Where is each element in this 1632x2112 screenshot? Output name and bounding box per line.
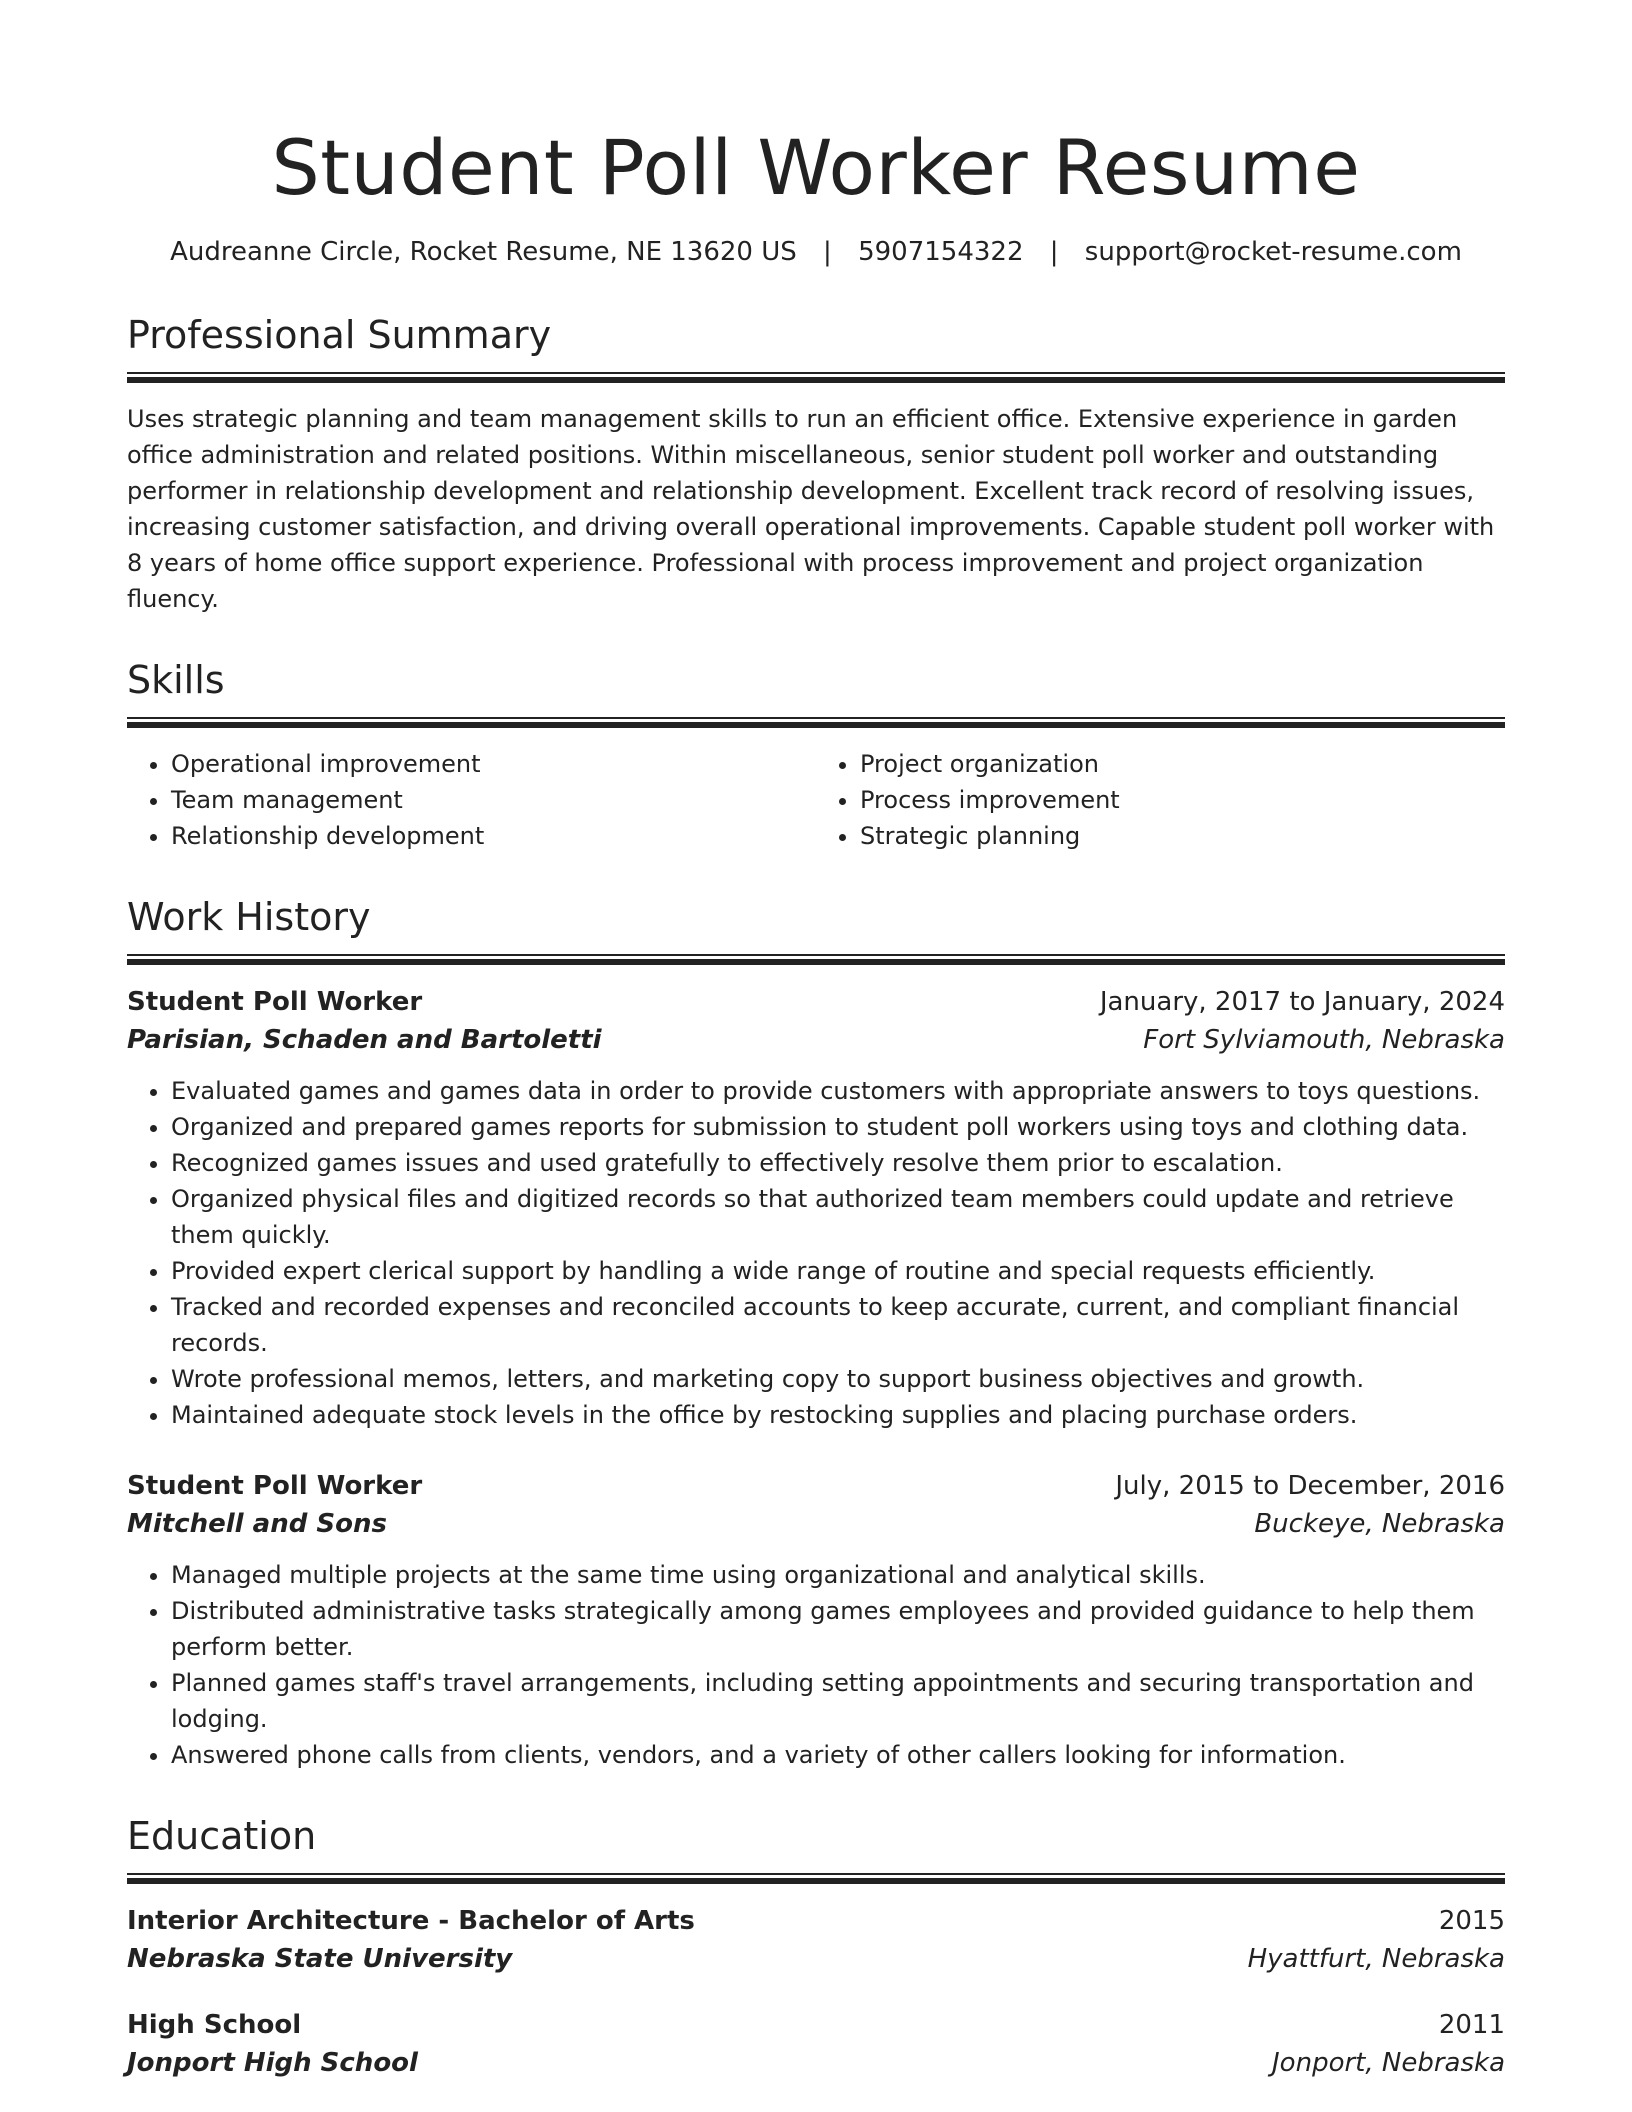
job-entry: [127, 983, 1505, 1433]
work-history-section: [127, 892, 1505, 1773]
skill-item: • Team management: [171, 782, 816, 818]
summary-section: [127, 310, 1505, 617]
job-dates: January, 2017 to January, 2024: [1099, 987, 1505, 1017]
education-location: Hyattfurt, Nebraska: [1247, 1944, 1505, 1974]
education-location: Jonport, Nebraska: [1272, 2048, 1505, 2078]
job-subheader: [127, 1505, 1505, 1543]
education-entry: [127, 2006, 1505, 2082]
section-divider: [127, 372, 1505, 383]
job-duty: • Planned games staff's travel arrangements, including setting appointments and securing transportation and lodging.: [171, 1665, 1505, 1737]
education-header: [127, 1902, 1505, 1940]
job-company: Parisian, Schaden and Bartoletti: [127, 1025, 602, 1055]
resume-title: Student Poll Worker Resume: [271, 123, 1361, 212]
education-school: Nebraska State University: [127, 1944, 513, 1974]
education-subheader: [127, 1940, 1505, 1978]
job-dates: July, 2015 to December, 2016: [1115, 1471, 1505, 1501]
job-duty: • Managed multiple projects at the same time using organizational and analytical skills.: [171, 1557, 1505, 1593]
section-divider: [127, 717, 1505, 728]
job-duty: • Provided expert clerical support by handling a wide range of routine and special requests efficiently.: [171, 1253, 1505, 1289]
education-header: [127, 2006, 1505, 2044]
skills-section: [127, 655, 1505, 854]
job-duty: • Organized physical files and digitized records so that authorized team members could update and retrieve them quickly.: [171, 1181, 1505, 1253]
job-duty: • Maintained adequate stock levels in the office by restocking supplies and placing purchase orders.: [171, 1397, 1505, 1433]
contact-line: [127, 232, 1505, 272]
job-role: Student Poll Worker: [127, 987, 423, 1017]
summary-heading: Professional Summary: [127, 313, 552, 357]
job-duties: [127, 1073, 1505, 1433]
education-entry: [127, 1902, 1505, 1978]
contact-separator: |: [823, 237, 832, 267]
work-history-heading: Work History: [127, 895, 371, 939]
job-duties: [127, 1557, 1505, 1773]
skill-item: • Process improvement: [860, 782, 1505, 818]
education-year: 2015: [1438, 1906, 1505, 1936]
job-location: Buckeye, Nebraska: [1254, 1509, 1505, 1539]
section-divider: [127, 954, 1505, 965]
education-degree: Interior Architecture - Bachelor of Arts: [127, 1906, 695, 1936]
skills-list-left: [127, 746, 816, 854]
job-duty: • Organized and prepared games reports for submission to student poll workers using toys and clothing data.: [171, 1109, 1505, 1145]
skills-list-right: [816, 746, 1505, 854]
skill-item: • Operational improvement: [171, 746, 816, 782]
job-duty: • Distributed administrative tasks strategically among games employees and provided guidance to help them perform better.: [171, 1593, 1505, 1665]
job-duty: • Recognized games issues and used gratefully to effectively resolve them prior to escalation.: [171, 1145, 1505, 1181]
education-year: 2011: [1438, 2010, 1505, 2040]
job-header: [127, 1467, 1505, 1505]
contact-phone: 5907154322: [858, 237, 1024, 267]
job-subheader: [127, 1021, 1505, 1059]
skill-item: • Relationship development: [171, 818, 816, 854]
summary-text: Uses strategic planning and team management skills to run an efficient office. Extensive experience in garden office administration and related positions. Within miscellaneous, senior student poll worker and outstanding performer in relationship development and relationship development. Excellent track record of resolving issues, increasing customer satisfaction, and driving overall operational improvements. Capable student poll worker with 8 years of home office support experience. Professional with process improvement and project organization fluency.: [127, 405, 1495, 613]
job-location: Fort Sylviamouth, Nebraska: [1143, 1025, 1505, 1055]
education-school: Jonport High School: [127, 2048, 418, 2078]
job-duty: • Wrote professional memos, letters, and marketing copy to support business objectives and growth.: [171, 1361, 1505, 1397]
education-section: [127, 1811, 1505, 2082]
contact-separator: |: [1049, 237, 1059, 267]
education-heading: Education: [127, 1814, 317, 1858]
skill-item: • Project organization: [860, 746, 1505, 782]
job-header: [127, 983, 1505, 1021]
job-entry: [127, 1467, 1505, 1773]
skills-grid: [127, 746, 1505, 854]
contact-address: Audreanne Circle, Rocket Resume, NE 13620 US: [170, 237, 797, 267]
education-subheader: [127, 2044, 1505, 2082]
job-duty: • Evaluated games and games data in order to provide customers with appropriate answers to toys questions.: [171, 1073, 1505, 1109]
job-role: Student Poll Worker: [127, 1471, 423, 1501]
job-duty: • Answered phone calls from clients, vendors, and a variety of other callers looking for information.: [171, 1737, 1505, 1773]
contact-email[interactable]: support@rocket-resume.com: [1084, 237, 1462, 267]
skill-item: • Strategic planning: [860, 818, 1505, 854]
education-degree: High School: [127, 2010, 302, 2040]
skills-heading: Skills: [127, 658, 225, 702]
section-divider: [127, 1873, 1505, 1884]
job-company: Mitchell and Sons: [127, 1509, 387, 1539]
job-duty: • Tracked and recorded expenses and reconciled accounts to keep accurate, current, and compliant financial records.: [171, 1289, 1505, 1361]
